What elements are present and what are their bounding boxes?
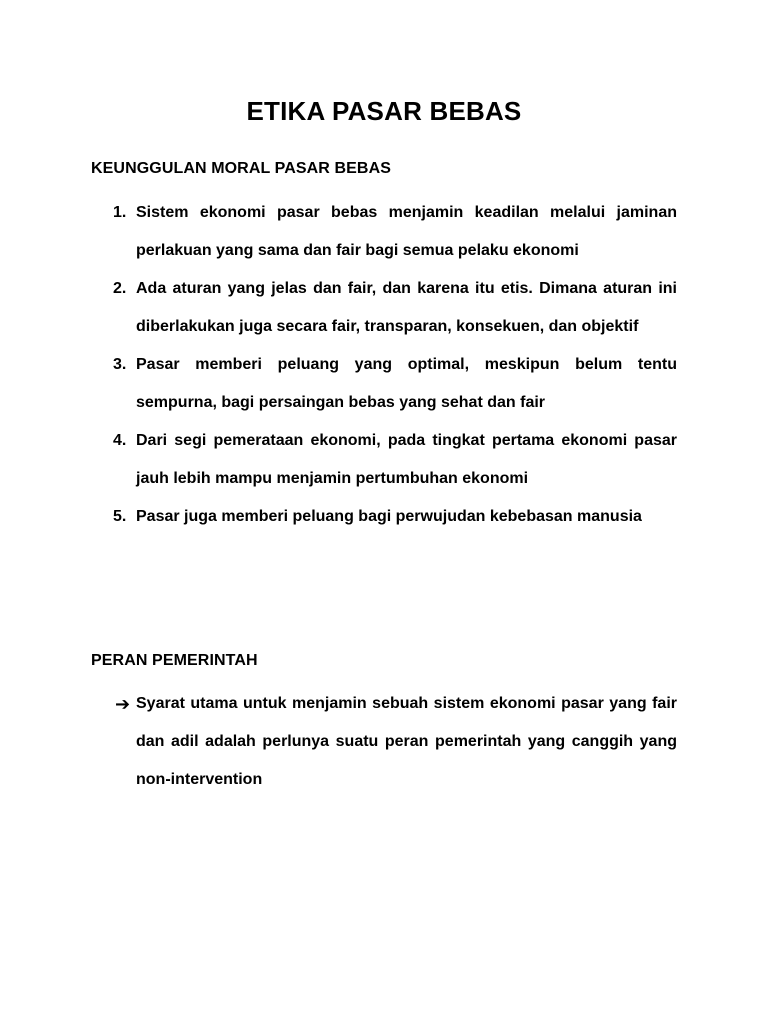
arrow-right-icon: ➔ [115,694,131,714]
list-item-text: Sistem ekonomi pasar bebas menjamin keadilan melalui jaminan perlakuan yang sama dan fair bagi semua pelaku ekonomi [136,204,677,259]
numbered-list [91,194,677,536]
list-item [91,498,677,536]
list-number: 2. [113,280,127,297]
page-title: ETIKA PASAR BEBAS [246,96,522,126]
list-number: 5. [113,508,127,525]
list-item-text: Dari segi pemerataan ekonomi, pada tingkat pertama ekonomi pasar jauh lebih mampu menjamin pertumbuhan ekonomi [136,432,677,487]
section-heading-peran-pemerintah: PERAN PEMERINTAH [91,652,258,669]
list-item [91,685,677,799]
list-item-text: Ada aturan yang jelas dan fair, dan karena itu etis. Dimana aturan ini diberlakukan juga secara fair, transparan, konsekuen, dan objektif [136,280,677,335]
arrow-list [91,685,677,799]
list-item [91,422,677,498]
list-number: 3. [113,356,127,373]
list-item-text: Syarat utama untuk menjamin sebuah sistem ekonomi pasar yang fair dan adil adalah perlunya suatu peran pemerintah yang canggih yang non-intervention [136,695,677,788]
list-item [91,194,677,270]
list-item-text: Pasar memberi peluang yang optimal, meskipun belum tentu sempurna, bagi persaingan bebas yang sehat dan fair [136,356,677,411]
list-item [91,346,677,422]
list-number: 4. [113,432,127,449]
list-item-text: Pasar juga memberi peluang bagi perwujudan kebebasan manusia [136,508,642,525]
list-number: 1. [113,204,127,221]
list-item [91,270,677,346]
section-heading-keunggulan: KEUNGGULAN MORAL PASAR BEBAS [91,160,391,177]
